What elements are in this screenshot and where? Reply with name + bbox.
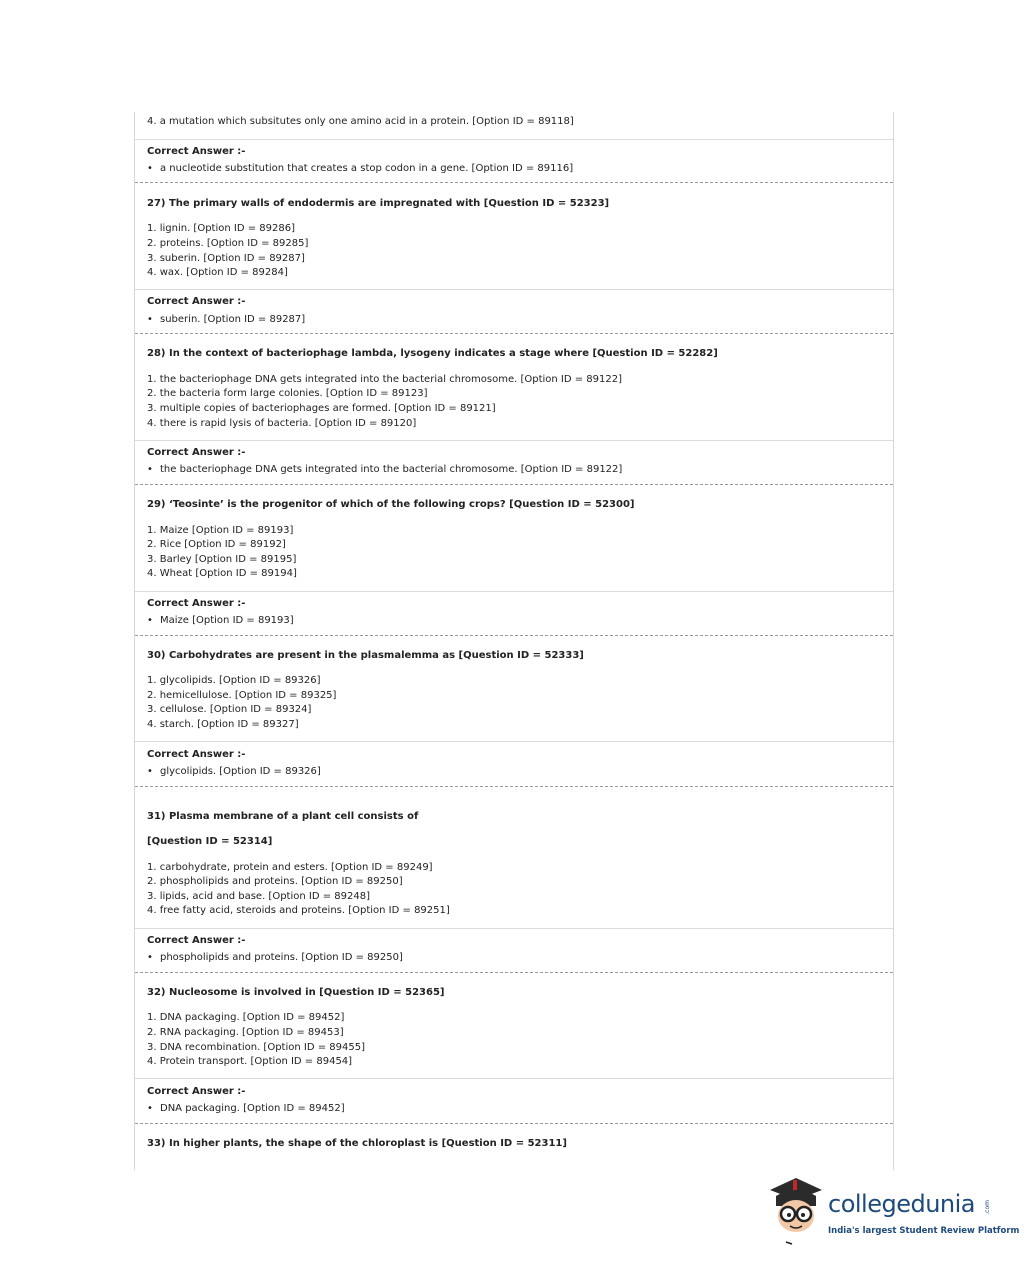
question-title: 31) Plasma membrane of a plant cell consists of	[147, 811, 419, 822]
option-line: 1. Maize [Option ID = 89193]	[147, 525, 294, 536]
correct-answer-label: Correct Answer :-	[147, 749, 246, 760]
exam-sheet	[134, 112, 894, 1170]
question-divider	[135, 786, 893, 787]
question-title: 29) ‘Teosinte’ is the progenitor of which of the following crops? [Question ID = 52300]	[147, 499, 635, 510]
option-line: 1. the bacteriophage DNA gets integrated into the bacterial chromosome. [Option ID = 89122]	[147, 374, 623, 385]
option-line: 2. RNA packaging. [Option ID = 89453]	[147, 1027, 344, 1038]
option-line: 3. suberin. [Option ID = 89287]	[147, 253, 305, 264]
question-title: 28) In the context of bacteriophage lambda, lysogeny indicates a stage where [Question ID = 52282]	[147, 348, 718, 359]
question-id: [Question ID = 52314]	[147, 836, 273, 847]
divider	[135, 139, 893, 140]
option-line: 2. Rice [Option ID = 89192]	[147, 539, 286, 550]
correct-answer-label: Correct Answer :-	[147, 935, 246, 946]
correct-answer: • glycolipids. [Option ID = 89326]	[147, 766, 321, 777]
question-title: 30) Carbohydrates are present in the plasmalemma as [Question ID = 52333]	[147, 650, 584, 661]
option-line: 4. a mutation which subsitutes only one amino acid in a protein. [Option ID = 89118]	[147, 116, 574, 127]
brand-name: collegedunia	[828, 1190, 976, 1218]
option-line: 1. carbohydrate, protein and esters. [Option ID = 89249]	[147, 862, 433, 873]
option-line: 1. glycolipids. [Option ID = 89326]	[147, 675, 321, 686]
option-line: 3. cellulose. [Option ID = 89324]	[147, 704, 312, 715]
correct-answer: • suberin. [Option ID = 89287]	[147, 314, 306, 325]
question-divider	[135, 333, 893, 334]
correct-answer: • DNA packaging. [Option ID = 89452]	[147, 1103, 345, 1114]
option-line: 2. phospholipids and proteins. [Option ID = 89250]	[147, 876, 403, 887]
mascot-icon	[770, 1178, 822, 1244]
question-divider	[135, 1123, 893, 1124]
brand-tagline: India's largest Student Review Platform	[828, 1226, 1020, 1236]
option-line: 4. starch. [Option ID = 89327]	[147, 719, 299, 730]
correct-answer-label: Correct Answer :-	[147, 146, 246, 157]
option-line: 3. Barley [Option ID = 89195]	[147, 554, 297, 565]
correct-answer-label: Correct Answer :-	[147, 598, 246, 609]
correct-answer-label: Correct Answer :-	[147, 296, 246, 307]
brand-suffix: .com	[984, 1200, 991, 1215]
question-title: 33) In higher plants, the shape of the chloroplast is [Question ID = 52311]	[147, 1138, 567, 1149]
correct-answer-label: Correct Answer :-	[147, 447, 246, 458]
divider	[135, 1078, 893, 1079]
correct-answer: • the bacteriophage DNA gets integrated into the bacterial chromosome. [Option ID = 89122]	[147, 464, 623, 475]
option-line: 4. Protein transport. [Option ID = 89454]	[147, 1056, 353, 1067]
correct-answer-label: Correct Answer :-	[147, 1086, 246, 1097]
divider	[135, 591, 893, 592]
option-line: 3. lipids, acid and base. [Option ID = 89248]	[147, 891, 370, 902]
divider	[135, 928, 893, 929]
divider	[135, 741, 893, 742]
correct-answer: • Maize [Option ID = 89193]	[147, 615, 294, 626]
correct-answer: • a nucleotide substitution that creates a stop codon in a gene. [Option ID = 89116]	[147, 163, 574, 174]
question-divider	[135, 972, 893, 973]
option-line: 2. the bacteria form large colonies. [Option ID = 89123]	[147, 388, 428, 399]
divider	[135, 440, 893, 441]
option-line: 1. DNA packaging. [Option ID = 89452]	[147, 1012, 345, 1023]
option-line: 3. multiple copies of bacteriophages are formed. [Option ID = 89121]	[147, 403, 496, 414]
question-divider	[135, 635, 893, 636]
question-divider	[135, 484, 893, 485]
option-line: 2. hemicellulose. [Option ID = 89325]	[147, 690, 337, 701]
option-line: 4. there is rapid lysis of bacteria. [Option ID = 89120]	[147, 418, 417, 429]
option-line: 2. proteins. [Option ID = 89285]	[147, 238, 309, 249]
divider	[135, 289, 893, 290]
question-divider	[135, 182, 893, 183]
option-line: 4. wax. [Option ID = 89284]	[147, 267, 288, 278]
question-title: 27) The primary walls of endodermis are impregnated with [Question ID = 52323]	[147, 198, 610, 209]
option-line: 4. free fatty acid, steroids and proteins. [Option ID = 89251]	[147, 905, 450, 916]
question-title: 32) Nucleosome is involved in [Question ID = 52365]	[147, 987, 445, 998]
correct-answer: • phospholipids and proteins. [Option ID = 89250]	[147, 952, 403, 963]
option-line: 1. lignin. [Option ID = 89286]	[147, 223, 295, 234]
option-line: 3. DNA recombination. [Option ID = 89455]	[147, 1042, 365, 1053]
option-line: 4. Wheat [Option ID = 89194]	[147, 568, 297, 579]
